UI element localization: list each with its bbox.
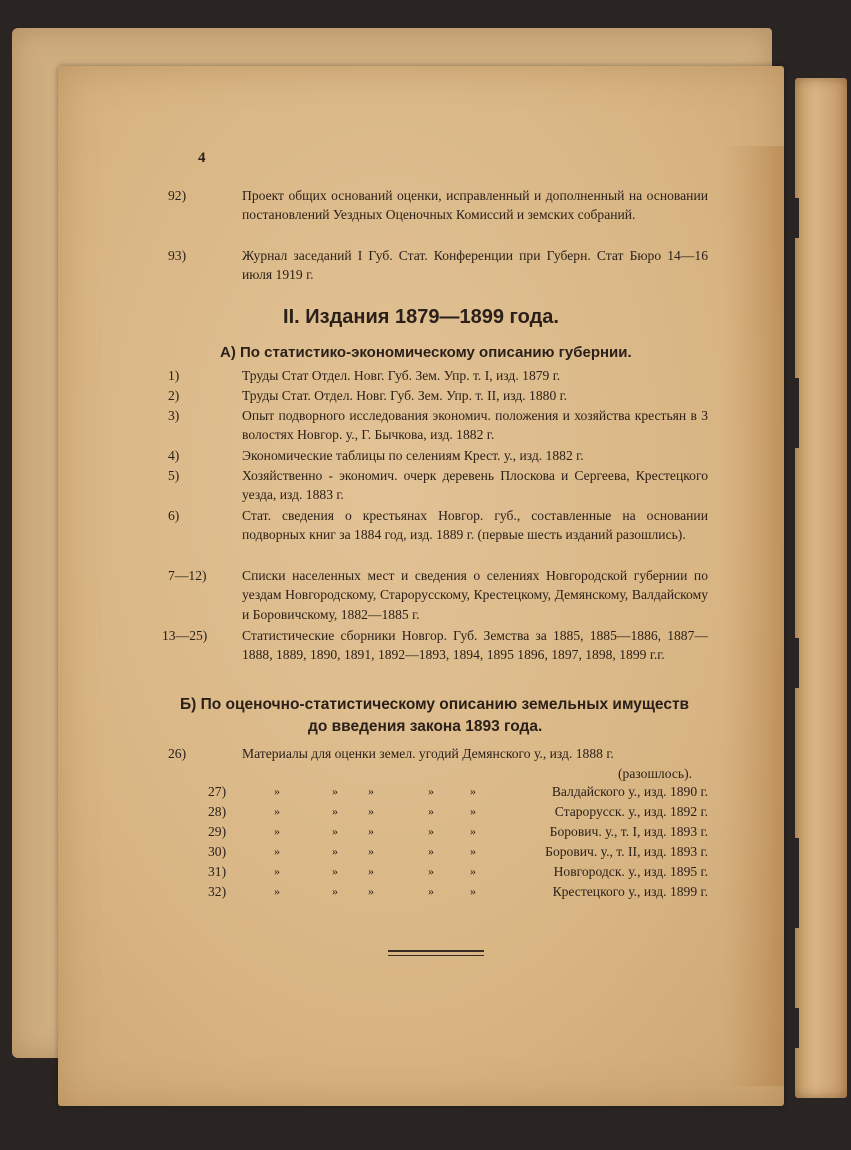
- document-page: [58, 66, 784, 1106]
- ditto-mark: »: [368, 804, 374, 818]
- ditto-mark: »: [368, 784, 374, 798]
- item-number: 4): [168, 448, 180, 463]
- table-row: [208, 822, 708, 841]
- item-text: Валдайского у., изд. 1890 г.: [551, 784, 708, 799]
- ditto-mark: »: [368, 864, 374, 878]
- ditto-mark: »: [368, 844, 374, 858]
- item-number: 31): [208, 864, 227, 879]
- ditto-mark: »: [274, 824, 280, 838]
- torn-page-edge: [795, 78, 847, 1098]
- divider-rule: [388, 950, 484, 952]
- ditto-mark: »: [470, 844, 476, 858]
- item-text: Борович. у., т. II, изд. 1893 г.: [545, 844, 708, 859]
- item-number: 29): [208, 824, 227, 839]
- item-number: 92): [168, 188, 187, 203]
- ditto-mark: »: [470, 824, 476, 838]
- ditto-mark: »: [368, 824, 374, 838]
- item-number: 2): [168, 388, 180, 403]
- section-title: II. Издания 1879—1899 года.: [283, 306, 559, 328]
- ditto-mark: »: [332, 844, 338, 858]
- item-text: Проект общих оснований оценки, исправленный и дополненный на основании постановлений Уездных Оценочных Комиссий и земских собраний.: [242, 188, 708, 223]
- subsection-title-line2: до введения закона 1893 года.: [308, 718, 543, 735]
- list-item: [168, 386, 708, 405]
- ditto-mark: »: [428, 804, 434, 818]
- ditto-mark: »: [428, 844, 434, 858]
- item-number: 6): [168, 508, 180, 523]
- page-number: 4: [198, 150, 206, 166]
- item-text: Новгородск. у., изд. 1895 г.: [553, 864, 708, 879]
- ditto-mark: »: [470, 864, 476, 878]
- table-row: [208, 862, 708, 881]
- item-text: Опыт подворного исследования экономич. положения и хозяйства крестьян в 3 волостях Новгор. у., Г. Бычкова, изд. 1882 г.: [242, 408, 708, 443]
- item-text: Крестецкого у., изд. 1899 г.: [552, 884, 708, 899]
- ditto-mark: »: [428, 784, 434, 798]
- ditto-mark: »: [428, 864, 434, 878]
- ditto-mark: »: [332, 804, 338, 818]
- ditto-mark: »: [332, 864, 338, 878]
- list-item: [168, 446, 708, 465]
- table-row: [208, 782, 708, 801]
- ditto-mark: »: [274, 864, 280, 878]
- list-item: [168, 366, 708, 385]
- ditto-mark: »: [470, 884, 476, 898]
- item-text: Журнал заседаний I Губ. Стат. Конференции при Губерн. Стат Бюро 14—16 июля 1919 г.: [242, 248, 708, 283]
- item-number: 93): [168, 248, 187, 263]
- ditto-mark: »: [428, 884, 434, 898]
- list-item: [168, 566, 708, 624]
- item-text: Материалы для оценки земел. угодий Демянского у., изд. 1888 г.: [242, 746, 614, 761]
- item-text: Старорусск. у., изд. 1892 г.: [554, 804, 708, 819]
- item-number: 3): [168, 408, 180, 423]
- item-number: 32): [208, 884, 227, 899]
- page-content: [58, 66, 784, 1106]
- ditto-mark: »: [274, 844, 280, 858]
- ditto-mark: »: [274, 884, 280, 898]
- ditto-mark: »: [332, 884, 338, 898]
- subsection-title-line1: Б) По оценочно-статистическому описанию земельных имуществ: [180, 696, 690, 713]
- item-number: 13—25): [162, 628, 208, 643]
- item-text: Труды Стат Отдел. Новг. Губ. Зем. Упр. т. I, изд. 1879 г.: [242, 368, 561, 383]
- ditto-mark: »: [470, 804, 476, 818]
- ditto-mark: »: [428, 824, 434, 838]
- list-item: [168, 466, 708, 505]
- table-row: [208, 802, 708, 821]
- item-number: 1): [168, 368, 180, 383]
- ditto-mark: »: [332, 784, 338, 798]
- ditto-mark: »: [368, 884, 374, 898]
- item-text: Борович. у., т. I, изд. 1893 г.: [549, 824, 708, 839]
- list-item: [162, 626, 708, 665]
- item-number: 30): [208, 844, 227, 859]
- list-item: [168, 506, 708, 545]
- ditto-mark: »: [274, 804, 280, 818]
- table-row: [208, 882, 708, 901]
- ditto-mark: »: [470, 784, 476, 798]
- item-number: 5): [168, 468, 180, 483]
- ditto-mark: »: [274, 784, 280, 798]
- item-text: Стат. сведения о крестьянах Новгор. губ., составленные на основании подворных книг за 1884 год, изд. 1889 г. (первые шесть изданий разошлись).: [242, 508, 708, 543]
- item-number: 7—12): [168, 568, 207, 583]
- ditto-mark: »: [332, 824, 338, 838]
- item-number: 28): [208, 804, 227, 819]
- item-text: Хозяйственно - экономич. очерк деревень Плоскова и Сергеева, Крестецкого уезда, изд. 1883 г.: [242, 468, 708, 503]
- list-item: [168, 406, 708, 445]
- divider-rule: [388, 955, 484, 956]
- table-row: [208, 842, 708, 861]
- item-text: Списки населенных мест и сведения о селениях Новгородской губернии по уездам Новгородскому, Старорусскому, Крестецкому, Демянскому, Валдайскому и Боровичскому, 1882—1885 г.: [242, 568, 708, 622]
- item-note: (разошлось).: [618, 766, 692, 781]
- subsection-title: А) По статистико-экономическому описанию губернии.: [220, 344, 632, 361]
- item-number: 27): [208, 784, 227, 799]
- item-text: Экономические таблицы по селениям Крест. у., изд. 1882 г.: [242, 448, 584, 463]
- item-text: Статистические сборники Новгор. Губ. Земства за 1885, 1885—1886, 1887—1888, 1889, 1890, 1891, 1892—1893, 1894, 1895 1896, 1897, 1898, 1899 г.г.: [242, 628, 708, 663]
- list-item: [168, 186, 708, 225]
- item-number: 26): [168, 746, 187, 761]
- item-text: Труды Стат. Отдел. Новг. Губ. Зем. Упр. т. II, изд. 1880 г.: [242, 388, 568, 403]
- list-item: [168, 744, 708, 763]
- list-item: [168, 246, 708, 285]
